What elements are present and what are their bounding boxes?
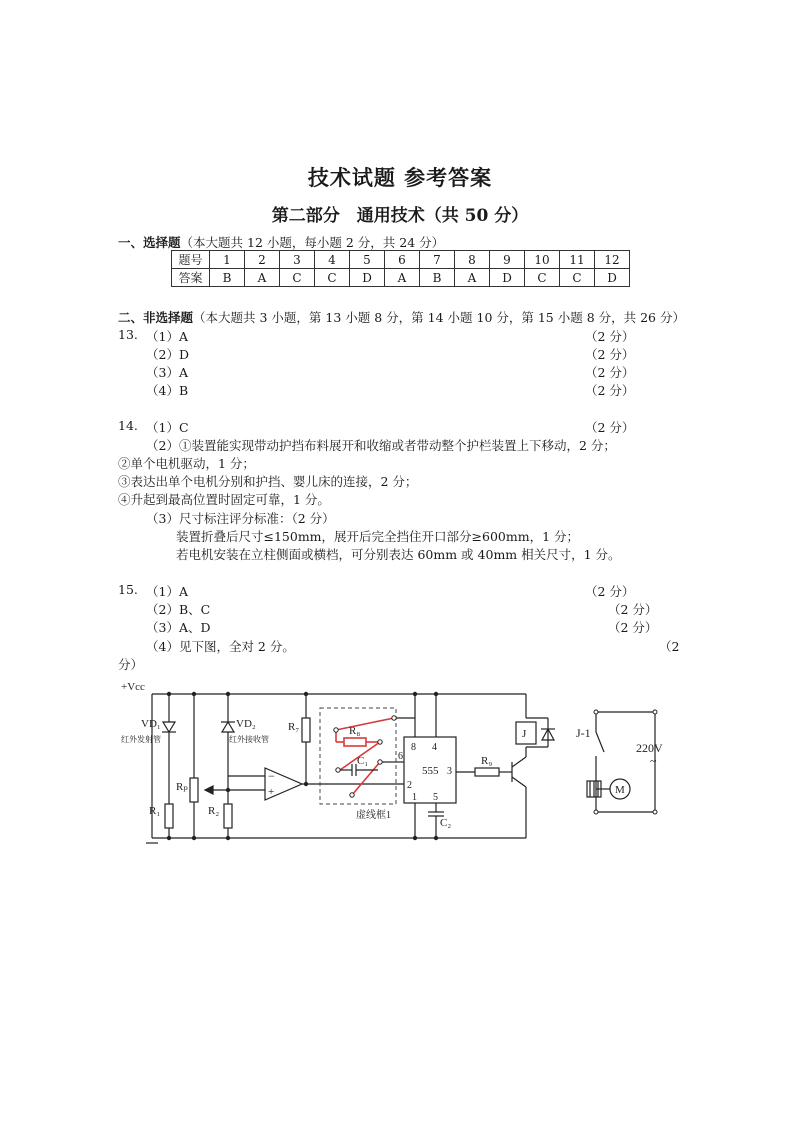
answer-cell: B	[210, 269, 245, 287]
q13-item: （3）A	[146, 365, 188, 380]
relay-label: J	[522, 728, 527, 740]
q15-line: （4）见下图，全对 2 分。	[146, 639, 295, 654]
q15-score: 分）	[118, 657, 144, 672]
answer-cell: D	[595, 269, 630, 287]
section2-note: （本大题共 3 小题，第 13 小题 8 分，第 14 小题 10 分，第 15 小题 8 分，共 26 分）	[193, 310, 685, 325]
c1-label: C₁	[357, 755, 369, 767]
r2-label: R₂	[208, 805, 220, 817]
q15-item: （3）A、D	[146, 620, 211, 635]
answer-cell: A	[245, 269, 280, 287]
vd2-desc: 红外接收管	[229, 735, 269, 744]
vcc-label: +Vcc	[121, 681, 145, 693]
q14-line: （3）尺寸标注评分标准：（2 分）	[146, 511, 335, 526]
section1-label: 一、选择题	[118, 235, 181, 250]
q13-number: 13.	[118, 327, 138, 342]
pin-5: 5	[433, 792, 438, 803]
q15-score: （2 分）	[585, 584, 635, 599]
r9-label: R₉	[481, 755, 493, 767]
question-number: 3	[280, 251, 315, 269]
q15-score: （2 分）	[608, 620, 658, 635]
answer-cell: C	[280, 269, 315, 287]
vd1-label: VD₁	[141, 718, 161, 730]
minus-sign: −	[268, 769, 275, 783]
answer-cell: A	[455, 269, 490, 287]
answer-cell: C	[525, 269, 560, 287]
section2-label: 二、非选择题	[118, 310, 194, 325]
question-number: 4	[315, 251, 350, 269]
question-number: 9	[490, 251, 525, 269]
q13-item: （2）D	[146, 347, 189, 362]
pin-4: 4	[432, 742, 437, 753]
r1-label: R₁	[149, 805, 161, 817]
motor-label: M	[615, 784, 625, 796]
question-number: 12	[595, 251, 630, 269]
q13-item: （4）B	[146, 383, 189, 398]
pin-8: 8	[411, 742, 416, 753]
r8-label: R₈	[349, 725, 361, 737]
q13-score: （2 分）	[585, 383, 635, 398]
q14-score: （2 分）	[585, 420, 635, 435]
q14-line: （1）C	[146, 420, 189, 435]
question-number: 5	[350, 251, 385, 269]
question-row-label: 题号	[172, 251, 210, 269]
r7-label: R₇	[288, 721, 300, 733]
q14-line: ③表达出单个电机分别和护挡、婴儿床的连接，2 分；	[118, 474, 418, 489]
dashed-box-label: 虚线框1	[356, 810, 391, 821]
vd1-desc: 红外发射管	[121, 735, 161, 744]
answer-row-label: 答案	[172, 269, 210, 287]
answer-cell: C	[315, 269, 350, 287]
q15-score: （2	[659, 639, 680, 654]
q13-score: （2 分）	[585, 365, 635, 380]
pin-6: 6	[398, 751, 403, 762]
question-number: 6	[385, 251, 420, 269]
answer-cell: D	[490, 269, 525, 287]
q14-number: 14.	[118, 418, 138, 433]
question-number: 1	[210, 251, 245, 269]
pin-2: 2	[407, 780, 412, 791]
question-number: 7	[420, 251, 455, 269]
rp-label: Rₚ	[176, 781, 188, 793]
answer-cell: C	[560, 269, 595, 287]
q14-line: 若电机安装在立柱侧面或横档，可分别表达 60mm 或 40mm 相关尺寸，1 分。	[176, 547, 621, 562]
answer-cell: A	[385, 269, 420, 287]
page-title: 技术试题 参考答案	[307, 165, 493, 190]
q14-line: （2）①装置能实现带动护挡布料展开和收缩或者带动整个护栏装置上下移动，2 分；	[146, 438, 616, 453]
question-number: 11	[560, 251, 595, 269]
vd2-label: VD₂	[236, 718, 256, 730]
q14-line: ④升起到最高位置时固定可靠，1 分。	[118, 492, 330, 507]
q15-item: （2）B、C	[146, 602, 211, 617]
section1-note: （本大题共 12 小题，每小题 2 分，共 24 分）	[180, 235, 445, 250]
q15-score: （2 分）	[608, 602, 658, 617]
switch-label: J-1	[576, 726, 591, 740]
question-number: 10	[525, 251, 560, 269]
page-subtitle: 第二部分 通用技术（共 50 分）	[271, 206, 529, 226]
q15-item: （1）A	[146, 584, 188, 599]
c2-label: C₂	[440, 817, 452, 829]
answer-cell: B	[420, 269, 455, 287]
q13-score: （2 分）	[585, 329, 635, 344]
pin-3: 3	[447, 766, 452, 777]
q14-line: ②单个电机驱动，1 分；	[118, 456, 255, 471]
ac-symbol: ~	[650, 754, 657, 768]
question-number: 8	[455, 251, 490, 269]
q13-score: （2 分）	[585, 347, 635, 362]
pin-1: 1	[412, 792, 417, 803]
chip-label: 555	[422, 765, 439, 777]
question-number: 2	[245, 251, 280, 269]
mains-label: 220V	[636, 741, 663, 755]
plus-sign: +	[268, 786, 275, 798]
q14-line: 装置折叠后尺寸≤150mm，展开后完全挡住开口部分≥600mm，1 分；	[176, 529, 580, 544]
answer-cell: D	[350, 269, 385, 287]
q15-number: 15.	[118, 582, 138, 597]
q13-item: （1）A	[146, 329, 188, 344]
